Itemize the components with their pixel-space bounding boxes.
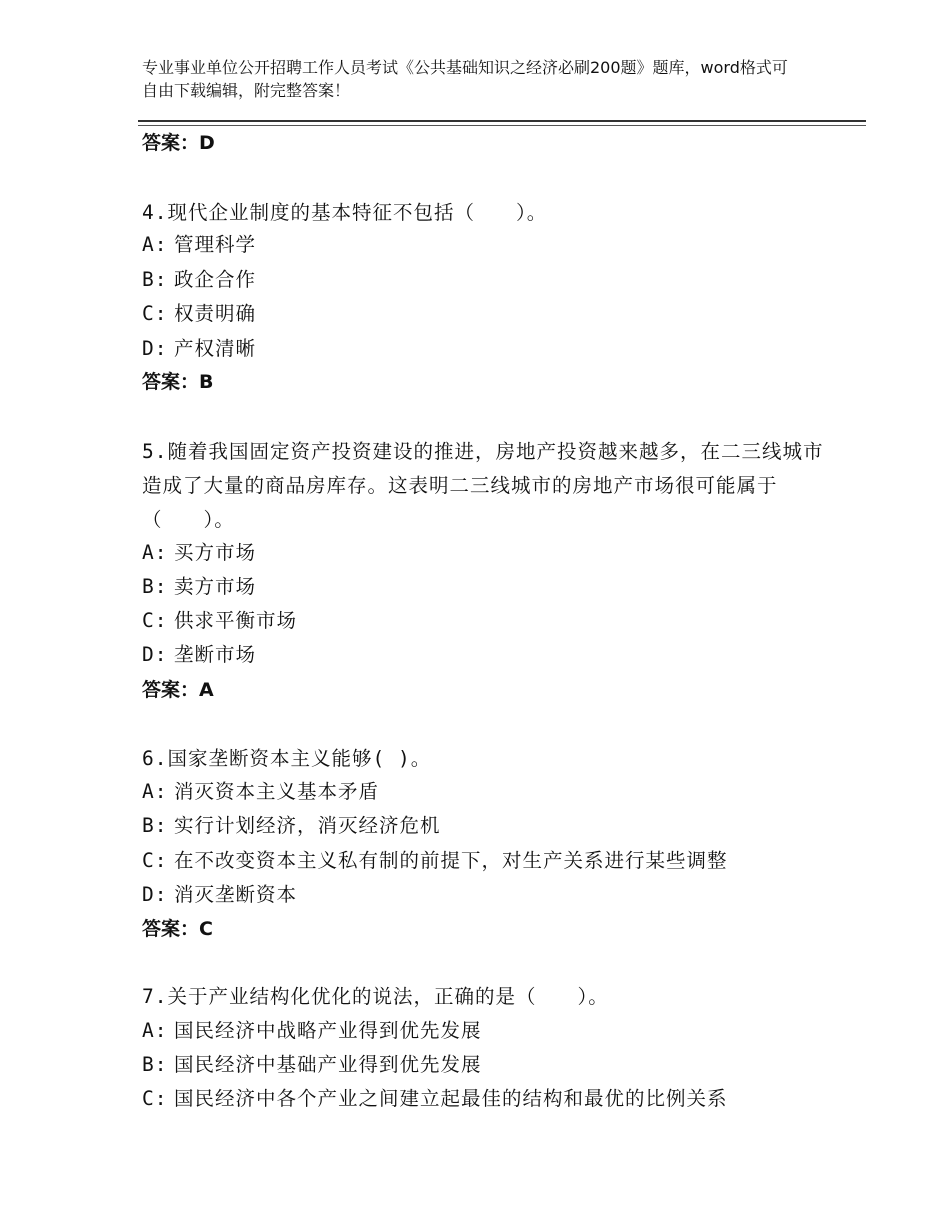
document-header: 专业事业单位公开招聘工作人员考试《公共基础知识之经济必刷200题》题库，word格式可自由下载编辑，附完整答案！ [142,58,788,100]
option-text: 消灭垄断资本 [174,883,298,906]
question-5-option-c [142,608,842,634]
option-text: 政企合作 [174,268,257,291]
option-text: 卖方市场 [174,575,257,598]
question-5-answer: 答案：A [142,679,214,701]
question-5-stem: 5.随着我国固定资产投资建设的推进，房地产投资越来越多，在二三线城市造成了大量的商品房库存。这表明二三线城市的房地产市场很可能属于（ ）。 [142,440,824,531]
option-text: 消灭资本主义基本矛盾 [174,780,380,803]
question-5-option-a [142,540,842,566]
question-4-option-d [142,336,842,362]
answer-previous: 答案：D [142,132,215,154]
option-text: 垄断市场 [174,643,257,666]
option-label: B: [142,1053,168,1076]
option-label: D: [142,883,168,906]
question-6-option-d [142,882,842,908]
question-6-option-a [142,779,842,805]
question-4-stem: 4.现代企业制度的基本特征不包括（ ）。 [142,201,548,224]
option-label: C: [142,302,168,325]
question-6-option-c [142,848,842,874]
question-5-option-b [142,574,842,600]
header-rule-thick [138,120,866,122]
question-4-option-c [142,301,842,327]
option-label: B: [142,575,168,598]
question-6-stem: 6.国家垄断资本主义能够( )。 [142,747,432,770]
question-4-option-a [142,232,842,258]
option-text: 买方市场 [174,541,257,564]
option-text: 国民经济中战略产业得到优先发展 [174,1019,482,1042]
option-text: 在不改变资本主义私有制的前提下，对生产关系进行某些调整 [174,849,728,872]
option-label: A: [142,541,168,564]
question-5-option-d [142,642,842,668]
question-7-option-b [142,1052,842,1078]
option-label: A: [142,1019,168,1042]
question-7-option-c [142,1086,842,1112]
option-label: A: [142,780,168,803]
option-label: B: [142,268,168,291]
option-label: D: [142,337,168,360]
question-6-answer: 答案：C [142,918,213,940]
option-label: D: [142,643,168,666]
option-label: B: [142,814,168,837]
question-6-option-b [142,813,842,839]
option-label: C: [142,1087,168,1110]
question-4-answer: 答案：B [142,371,214,393]
option-label: A: [142,233,168,256]
option-label: C: [142,609,168,632]
option-label: C: [142,849,168,872]
question-7-stem: 7.关于产业结构化优化的说法，正确的是（ ）。 [142,985,609,1008]
option-text: 供求平衡市场 [174,609,298,632]
option-text: 管理科学 [174,233,257,256]
option-text: 国民经济中基础产业得到优先发展 [174,1053,482,1076]
header-rule-thin [138,125,866,126]
question-7-option-a [142,1018,842,1044]
option-text: 国民经济中各个产业之间建立起最佳的结构和最优的比例关系 [174,1087,728,1110]
option-text: 实行计划经济，消灭经济危机 [174,814,441,837]
option-text: 权责明确 [174,302,257,325]
question-4-option-b [142,267,842,293]
option-text: 产权清晰 [174,337,257,360]
